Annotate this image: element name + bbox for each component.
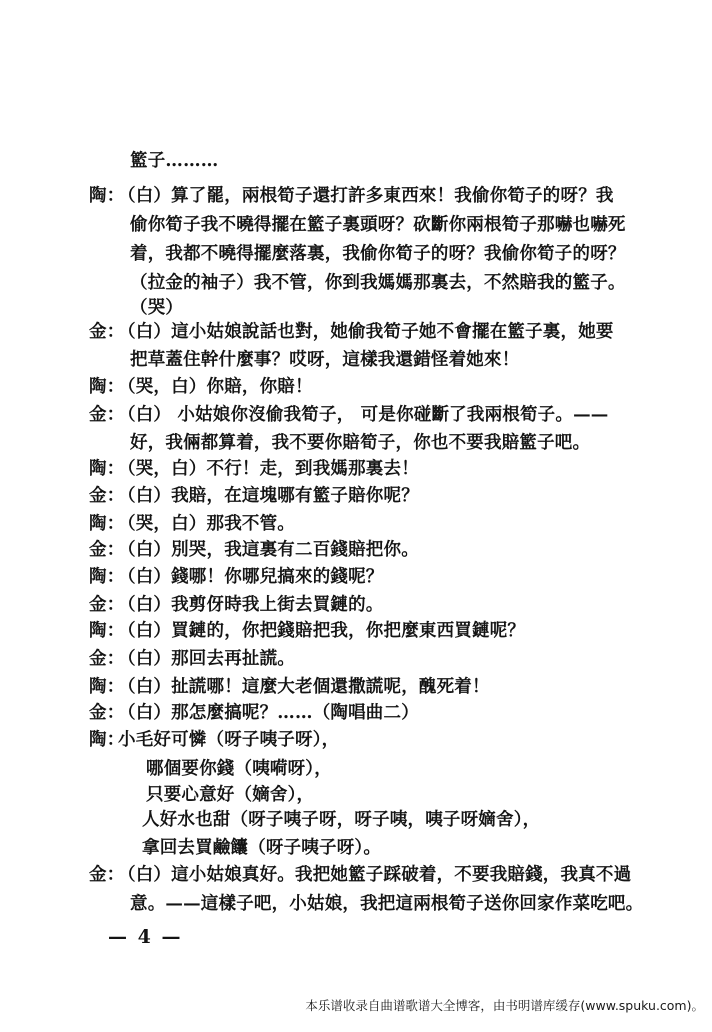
line-text: 着，我都不曉得擺麼落裏，我偷你筍子的呀？我偷你筍子的呀？ — [130, 244, 626, 264]
line-text: 籃子……… — [130, 151, 219, 171]
page-number: — 4 — — [108, 926, 183, 948]
line-text: 人好水也甜（呀子咦子呀，呀子咦，咦子呀嫡舍）， — [142, 810, 541, 830]
speaker-label: 金： — [89, 486, 125, 506]
line-text: （白）買鏈的，你把錢賠把我，你把麼東西買鏈呢？ — [118, 621, 526, 641]
line-text: （拉金的袖子）我不管，你到我媽媽那裏去，不然賠我的籃子。 — [130, 273, 626, 293]
speaker-label: 陶： — [89, 186, 125, 206]
line-text: （白）扯謊哪！這麼大老個還撒謊呢，醜死着！ — [118, 677, 490, 697]
speaker-label: 金： — [89, 865, 125, 885]
line-text: 只要心意好（嫡舍）， — [146, 785, 315, 805]
speaker-label: 金： — [89, 703, 125, 723]
line-text: （白）錢哪！你哪兒搞來的錢呢？ — [118, 567, 384, 587]
line-text: 好，我倆都算着，我不要你賠筍子，你也不要我賠籃子吧。 — [130, 433, 591, 453]
speaker-label: 金： — [89, 405, 125, 425]
line-text: 偷你筍子我不曉得擺在籃子裏頭呀？砍斷你兩根筍子那嚇也嚇死 — [130, 215, 626, 235]
line-text: （白）我賠，在這塊哪有籃子賠你呢？ — [118, 486, 419, 506]
speaker-label: 陶： — [89, 377, 125, 397]
line-text: （哭，白）不行！走，到我媽那裏去！ — [118, 459, 419, 479]
line-text: （白） 小姑娘你沒偷我筍子， 可是你碰斷了我兩根筍子。—— — [118, 405, 609, 425]
speaker-label: 陶： — [89, 514, 125, 534]
speaker-label: 金： — [89, 540, 125, 560]
line-text: 意。——這樣子吧，小姑娘，我把這兩根筍子送你回家作菜吃吧。 — [130, 894, 644, 914]
line-text: （白）這小姑娘真好。我把她籃子踩破着，不要我賠錢，我真不過 — [118, 865, 632, 885]
line-text: （白）別哭，我這裏有二百錢賠把你。 — [118, 540, 419, 560]
line-text: （白）那回去再扯謊。 — [118, 649, 295, 669]
line-text: （哭，白）你賠，你賠！ — [118, 377, 313, 397]
speaker-label: 金： — [89, 322, 125, 342]
line-text: （白）這小姑娘說話也對，她偷我筍子她不會擺在籃子裏，她要 — [118, 322, 614, 342]
speaker-label: 陶： — [89, 677, 125, 697]
line-text: （哭，白）那我不管。 — [118, 514, 295, 534]
line-text: （白）我剪伢時我上街去買鏈的。 — [118, 595, 384, 615]
line-text: 哪個要你錢（咦嗬呀）， — [146, 759, 332, 779]
speaker-label: 陶： — [89, 459, 125, 479]
line-text: （哭） — [130, 298, 184, 318]
line-text: （白）算了罷，兩根筍子還打許多東西來！我偷你筍子的呀？我 — [118, 186, 614, 206]
speaker-label: 金： — [89, 649, 125, 669]
speaker-label: 金： — [89, 595, 125, 615]
line-text: 拿回去買鹼饢（呀子咦子呀）。 — [142, 838, 382, 858]
speaker-label: 陶： — [89, 567, 125, 587]
speaker-label: 陶： — [89, 621, 125, 641]
line-text: （白）那怎麼搞呢？……（陶唱曲二） — [118, 703, 419, 723]
speaker-label: 陶： — [89, 730, 125, 750]
source-footer: 本乐谱收录自曲谱歌谱大全博客，由书明谱库缓存(www.spuku.com)。 — [305, 998, 704, 1013]
line-text: 把草蓋住幹什麼事？哎呀，這樣我還錯怪着她來！ — [130, 350, 520, 370]
line-text: 小毛好可憐（呀子咦子呀）， — [118, 730, 340, 750]
